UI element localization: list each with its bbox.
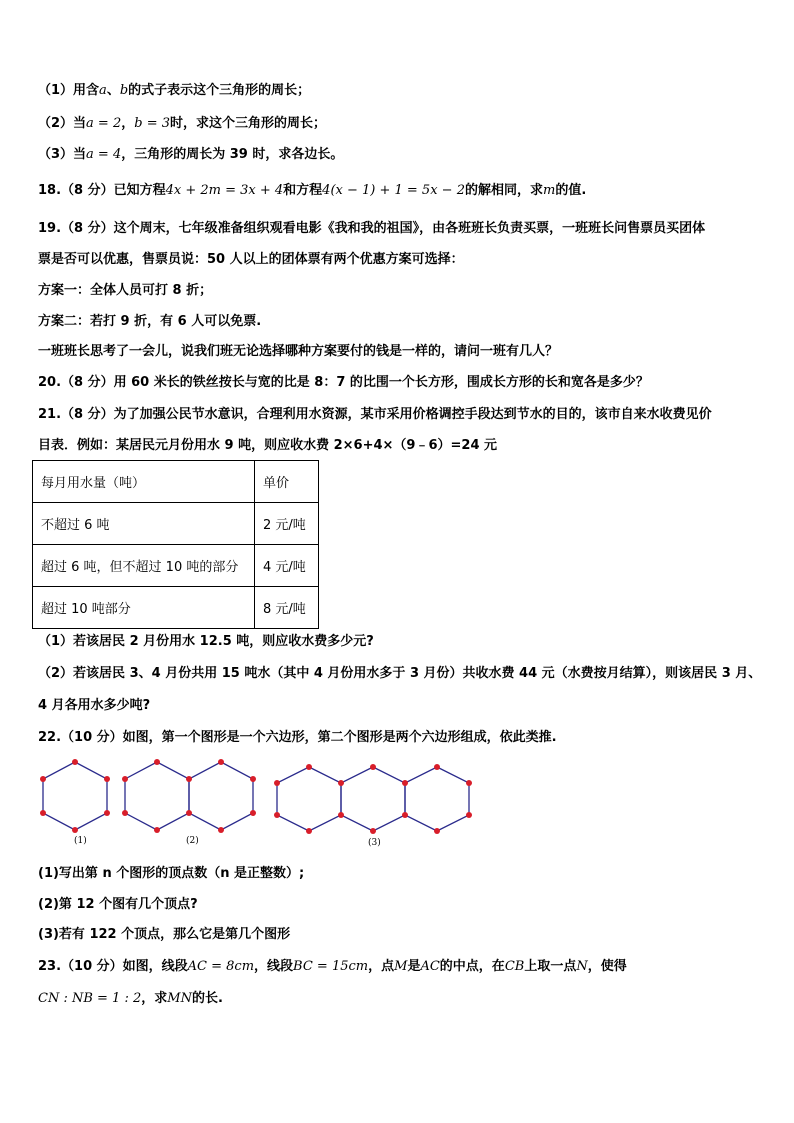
q22-sub1: (1)写出第 n 个图形的顶点数（n 是正整数）; bbox=[38, 866, 305, 881]
hexagon-shape bbox=[125, 762, 189, 830]
hexagon-vertex bbox=[250, 810, 256, 816]
hexagon-vertex bbox=[104, 810, 110, 816]
hexagon-vertex bbox=[72, 759, 78, 765]
table-row bbox=[33, 545, 319, 587]
q19-line5: 一班班长思考了一会儿，说我们班无论选择哪种方案要付的钱是一样的，请问一班有几人？ bbox=[38, 344, 559, 359]
hexagon-figures bbox=[0, 755, 794, 855]
hexagon-vertex bbox=[186, 810, 192, 816]
q17-part2: （2）当a = 2，b = 3时，求这个三角形的周长； bbox=[38, 116, 327, 131]
hexagon-vertex bbox=[402, 780, 408, 786]
q19-line1: 19.（8 分）这个周末，七年级准备组织观看电影《我和我的祖国》，由各班班长负责买票，一班班长问售票员买团体 bbox=[38, 221, 706, 236]
q21-sub1: （1）若该居民 2 月份用水 12.5 吨，则应收水费多少元? bbox=[38, 634, 374, 649]
table-header-usage: 每月用水量（吨） bbox=[33, 461, 255, 503]
table-row bbox=[33, 587, 319, 629]
table-header-price: 单价 bbox=[255, 461, 319, 503]
hexagon-vertex bbox=[402, 812, 408, 818]
hexagon-vertex bbox=[154, 827, 160, 833]
table-cell: 8 元/吨 bbox=[255, 587, 319, 629]
q23-line2: CN : NB = 1 : 2，求MN的长. bbox=[38, 991, 223, 1006]
hexagon-drawing bbox=[40, 759, 472, 834]
q22-text: 22.（10 分）如图，第一个图形是一个六边形，第二个图形是两个六边形组成，依此类推. bbox=[38, 730, 557, 745]
q23-line1: 23.（10 分）如图，线段AC = 8cm，线段BC = 15cm，点M是AC的中点，在CB上取一点N，使得 bbox=[38, 959, 627, 974]
q20-text: 20.（8 分）用 60 米长的铁丝按长与宽的比是 8：7 的比围一个长方形，围成长方形的长和宽各是多少？ bbox=[38, 375, 649, 390]
table-cell: 超过 6 吨，但不超过 10 吨的部分 bbox=[33, 545, 255, 587]
hexagon-vertex bbox=[274, 812, 280, 818]
q19-line4: 方案二：若打 9 折，有 6 人可以免票. bbox=[38, 314, 262, 329]
q17-part3: （3）当a = 4，三角形的周长为 39 时，求各边长。 bbox=[38, 147, 344, 162]
hexagon-vertex bbox=[306, 828, 312, 834]
q21-line2: 目表．例如：某居民元月份用水 9 吨，则应收水费 2×6+4×（9﹣6）=24 元 bbox=[38, 438, 498, 453]
hexagon-vertex bbox=[122, 810, 128, 816]
hexagon-vertex bbox=[250, 776, 256, 782]
hexagon-vertex bbox=[40, 810, 46, 816]
hexagon-shape bbox=[189, 762, 253, 830]
hexagon-shape bbox=[277, 767, 341, 831]
figure-label-3: (3) bbox=[368, 838, 381, 848]
hexagon-vertex bbox=[218, 759, 224, 765]
q19-line2: 票是否可以优惠，售票员说：50 人以上的团体票有两个优惠方案可选择： bbox=[38, 252, 464, 267]
water-price-table bbox=[32, 460, 319, 629]
q21-sub2b: 4 月各用水多少吨? bbox=[38, 698, 151, 713]
hexagon-vertex bbox=[466, 812, 472, 818]
q22-sub3: (3)若有 122 个顶点，那么它是第几个图形 bbox=[38, 927, 291, 942]
hexagon-vertex bbox=[104, 776, 110, 782]
table-cell: 2 元/吨 bbox=[255, 503, 319, 545]
hexagon-vertex bbox=[122, 776, 128, 782]
q19-line3: 方案一：全体人员可打 8 折； bbox=[38, 283, 213, 298]
hexagon-shape bbox=[341, 767, 405, 831]
hexagon-vertex bbox=[434, 828, 440, 834]
table-cell: 4 元/吨 bbox=[255, 545, 319, 587]
figure-label-2: (2) bbox=[186, 836, 199, 846]
hexagon-vertex bbox=[370, 828, 376, 834]
hexagon-vertex bbox=[306, 764, 312, 770]
table-cell: 不超过 6 吨 bbox=[33, 503, 255, 545]
q22-sub2: (2)第 12 个图有几个顶点? bbox=[38, 897, 198, 912]
table-row bbox=[33, 503, 319, 545]
hexagon-vertex bbox=[338, 780, 344, 786]
hexagon-vertex bbox=[72, 827, 78, 833]
hexagon-vertex bbox=[434, 764, 440, 770]
hexagon-vertex bbox=[338, 812, 344, 818]
hexagon-vertex bbox=[186, 776, 192, 782]
hexagon-vertex bbox=[274, 780, 280, 786]
hexagon-shape bbox=[405, 767, 469, 831]
hexagon-vertex bbox=[154, 759, 160, 765]
q18-text: 18.（8 分）已知方程4x + 2m = 3x + 4和方程4(x − 1) + 1 = 5x − 2的解相同，求m的值. bbox=[38, 183, 587, 198]
q21-sub2a: （2）若该居民 3、4 月份共用 15 吨水（其中 4 月份用水多于 3 月份）共收水费 44 元（水费按月结算），则该居民 3 月、 bbox=[38, 666, 762, 681]
hexagon-vertex bbox=[466, 780, 472, 786]
table-row bbox=[33, 461, 319, 503]
figure-label-1: (1) bbox=[74, 836, 87, 846]
table-cell: 超过 10 吨部分 bbox=[33, 587, 255, 629]
hexagon-vertex bbox=[370, 764, 376, 770]
hexagon-shape bbox=[43, 762, 107, 830]
hexagon-vertex bbox=[218, 827, 224, 833]
hexagon-vertex bbox=[40, 776, 46, 782]
q21-line1: 21.（8 分）为了加强公民节水意识，合理利用水资源，某市采用价格调控手段达到节水的目的，该市自来水收费见价 bbox=[38, 407, 712, 422]
q17-part1: （1）用含a、b的式子表示这个三角形的周长； bbox=[38, 83, 311, 98]
